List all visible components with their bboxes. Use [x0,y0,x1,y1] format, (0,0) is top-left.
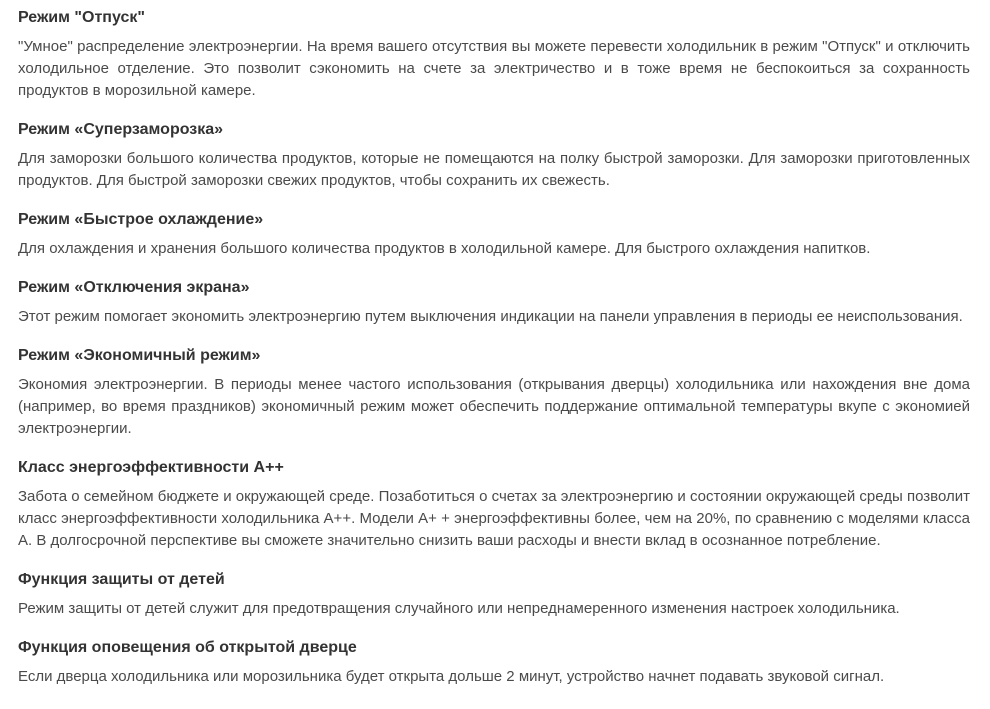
feature-section [18,8,970,102]
feature-section [18,210,970,260]
feature-section [18,458,970,552]
feature-title: Режим «Экономичный режим» [18,347,261,364]
feature-title: Класс энергоэффективности А++ [18,459,284,476]
feature-description: Режим защиты от детей служит для предотвращения случайного или непреднамеренного изменения настроек холодильника. [18,600,900,617]
feature-section [18,346,970,440]
feature-title: Режим «Отключения экрана» [18,279,250,296]
feature-description: Для заморозки большого количества продуктов, которые не помещаются на полку быстрой заморозки. Для заморозки приготовленных продуктов. Для быстрой заморозки свежих продуктов, чтобы сохранить их свежесть. [18,150,970,189]
feature-section [18,278,970,328]
feature-title: Режим «Быстрое охлаждение» [18,211,264,228]
feature-title: Функция защиты от детей [18,571,225,588]
feature-section [18,570,970,620]
feature-section [18,638,970,688]
feature-section [18,120,970,192]
feature-description: "Умное" распределение электроэнергии. На время вашего отсутствия вы можете перевести холодильник в режим "Отпуск" и отключить холодильное отделение. Это позволит сэкономить на счете за электричество и в тоже время не беспокоиться за сохранность продуктов в морозильной камере. [18,38,970,99]
feature-title: Функция оповещения об открытой дверце [18,639,357,656]
feature-description: Экономия электроэнергии. В периоды менее частого использования (открывания дверцы) холодильника или нахождения вне дома (например, во время праздников) экономичный режим может обеспечить поддержание оптимальной температуры вкупе с экономией электроэнергии. [18,376,970,437]
feature-description: Для охлаждения и хранения большого количества продуктов в холодильной камере. Для быстрого охлаждения напитков. [18,240,871,257]
feature-title: Режим "Отпуск" [18,9,145,26]
feature-title: Режим «Суперзаморозка» [18,121,224,138]
features-list [18,8,970,688]
feature-description: Этот режим помогает экономить электроэнергию путем выключения индикации на панели управления в периоды ее неиспользования. [18,308,963,325]
feature-description: Забота о семейном бюджете и окружающей среде. Позаботиться о счетах за электроэнергию и состоянии окружающей среды позволит класс энергоэффективности холодильника А++. Модели А+ + энергоэффективны более, чем на 20%, по сравнению с моделями класса А. В долгосрочной перспективе вы сможете значительно снизить ваши расходы и внести вклад в осознанное потребление. [18,488,970,549]
feature-description: Если дверца холодильника или морозильника будет открыта дольше 2 минут, устройство начнет подавать звуковой сигнал. [18,668,885,685]
